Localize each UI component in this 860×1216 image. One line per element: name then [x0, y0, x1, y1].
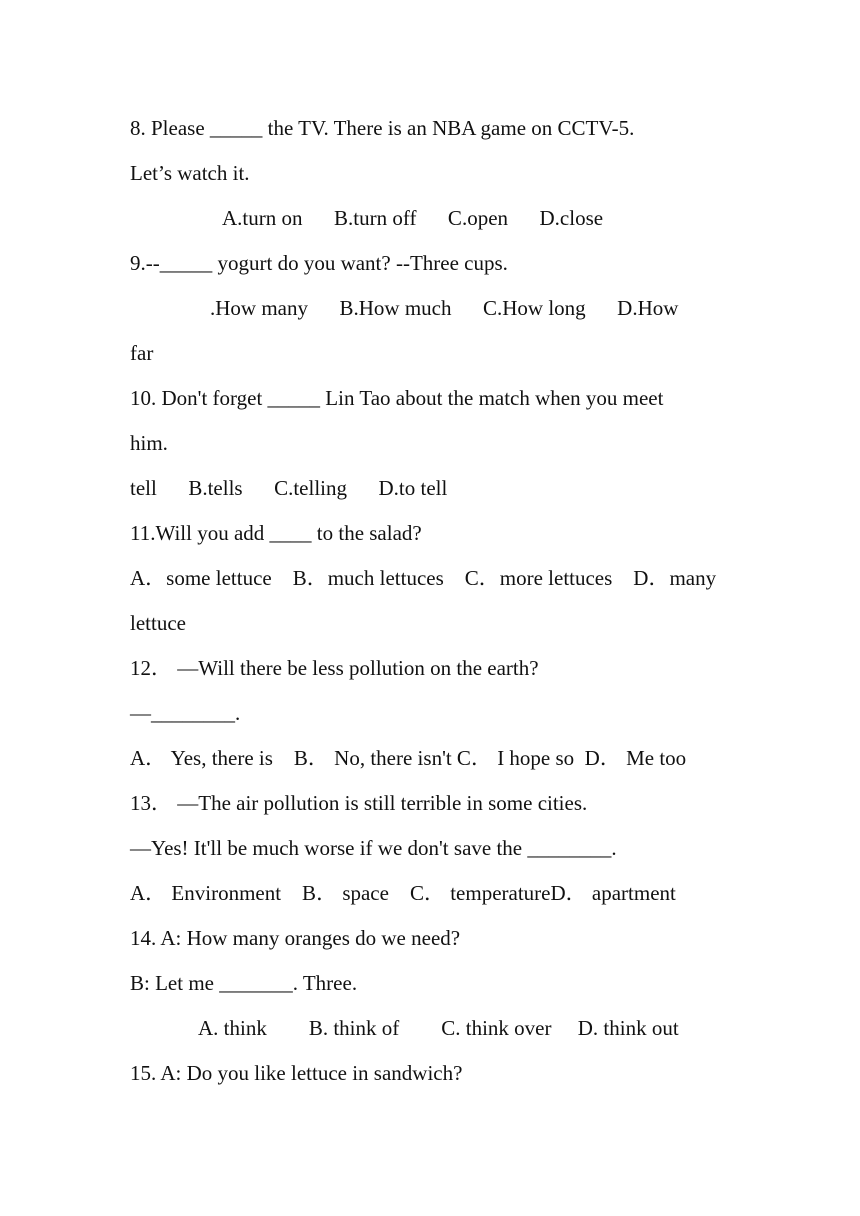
question-11-options: A．some lettuce B．much lettuces C．more lettuces D．many: [130, 566, 717, 590]
question-8-options: A.turn on B.turn off C.open D.close: [222, 206, 604, 230]
question-12-response: —________.: [130, 701, 241, 725]
question-14-response: B: Let me _______. Three.: [130, 971, 358, 995]
question-8-line-2: Let’s watch it.: [130, 161, 250, 185]
question-10-options: tell B.tells C.telling D.to tell: [130, 476, 448, 500]
question-10-line-1: 10. Don't forget _____ Lin Tao about the match when you meet: [130, 386, 664, 410]
question-11-stem: 11.Will you add ____ to the salad?: [130, 521, 422, 545]
question-8-line-1: 8. Please _____ the TV. There is an NBA game on CCTV-5.: [130, 116, 635, 140]
question-10-line-2: him.: [130, 431, 168, 455]
question-14-stem: 14. A: How many oranges do we need?: [130, 926, 461, 950]
question-13-stem: 13． —The air pollution is still terrible in some cities.: [130, 791, 588, 815]
question-9-options-wrap: far: [130, 341, 154, 365]
question-9-options: .How many B.How much C.How long D.How: [210, 296, 679, 320]
question-12-stem: 12． —Will there be less pollution on the earth?: [130, 656, 539, 680]
question-15-stem: 15. A: Do you like lettuce in sandwich?: [130, 1061, 463, 1085]
question-13-options: A． Environment B． space C． temperatureD． apartment: [130, 881, 676, 905]
question-12-options: A． Yes, there is B． No, there isn't C． I hope so D． Me too: [130, 746, 687, 770]
question-9-stem: 9.--_____ yogurt do you want? --Three cups.: [130, 251, 508, 275]
question-13-response: —Yes! It'll be much worse if we don't save the ________.: [130, 836, 617, 860]
question-11-options-wrap: lettuce: [130, 611, 186, 635]
question-14-options: A. think B. think of C. think over D. think out: [198, 1016, 679, 1040]
